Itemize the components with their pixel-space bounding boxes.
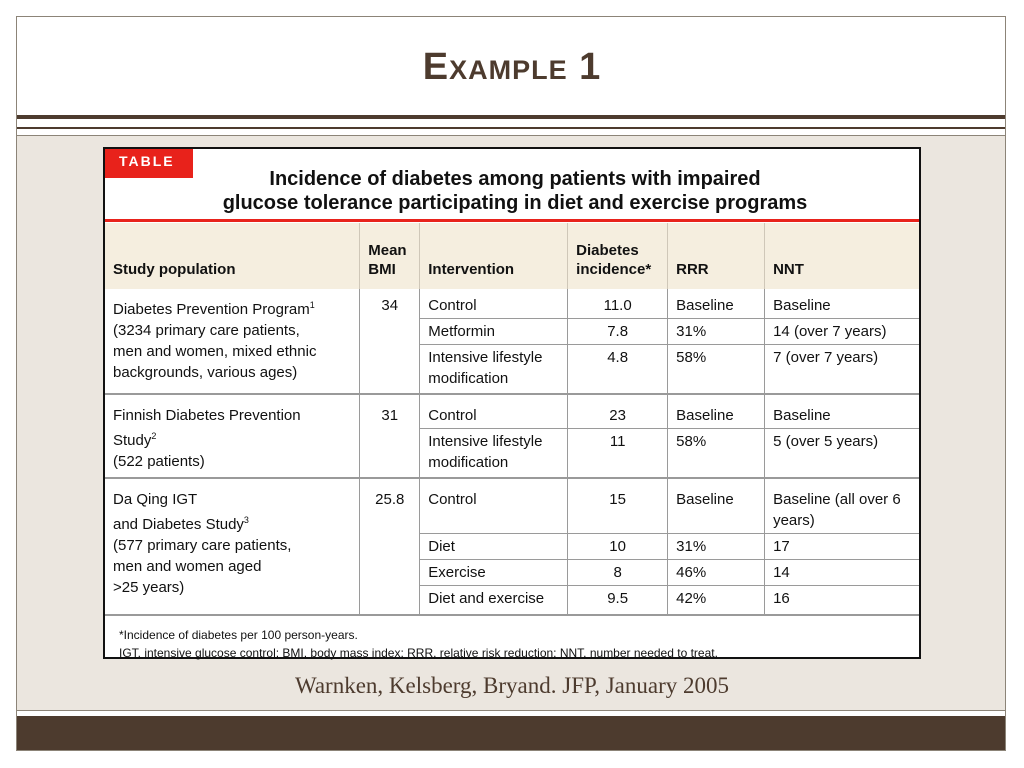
bmi-cell: 34 xyxy=(360,289,420,394)
nnt-cell: Baseline (all over 6 years) xyxy=(765,478,919,534)
nnt-cell: 14 xyxy=(765,560,919,586)
study-detail: (3234 primary care patients, xyxy=(113,322,300,339)
nnt-cell: Baseline xyxy=(765,394,919,429)
citation: Warnken, Kelsberg, Bryand. JFP, January 2005 xyxy=(294,673,730,698)
col-header-intervention: Intervention xyxy=(420,223,568,289)
rrr-cell: Baseline xyxy=(668,394,765,429)
col-header-nnt: NNT xyxy=(765,223,919,289)
study-name-text: Study xyxy=(113,432,152,449)
incidence-cell: 4.8 xyxy=(568,345,668,395)
col-header-incidence-line-1: Diabetes xyxy=(576,242,639,259)
intervention-cell: Diet xyxy=(420,534,568,560)
table-badge: TABLE xyxy=(105,149,193,178)
nnt-cell: 14 (over 7 years) xyxy=(765,319,919,345)
population-cell xyxy=(105,478,360,614)
table-row xyxy=(105,394,919,429)
study-detail: (577 primary care patients, xyxy=(113,537,292,554)
footnote-line-1: *Incidence of diabetes per 100 person-years. xyxy=(119,628,358,642)
study-name xyxy=(113,510,351,535)
study-name-text: Diabetes Prevention Program xyxy=(113,301,310,318)
study-detail: (522 patients) xyxy=(113,453,205,470)
intervention-cell: Intensive lifestyle modification xyxy=(420,429,568,479)
incidence-cell: 11.0 xyxy=(568,289,668,319)
table-figure xyxy=(103,147,921,659)
reference-mark: 3 xyxy=(243,515,249,525)
table-heading-line-1: Incidence of diabetes among patients with impaired xyxy=(269,168,761,190)
incidence-cell: 11 xyxy=(568,429,668,479)
table-row xyxy=(105,289,919,319)
col-header-bmi-line-1: Mean xyxy=(368,242,407,259)
incidence-cell: 10 xyxy=(568,534,668,560)
study-detail: backgrounds, various ages) xyxy=(113,364,298,381)
footnote-line-2: IGT, intensive glucose control; BMI, body mass index; RRR, relative risk reduction; NNT, number needed to treat. xyxy=(119,646,718,660)
intervention-cell: Diet and exercise xyxy=(420,586,568,615)
col-header-population: Study population xyxy=(105,223,360,289)
slide-title: Example 1 xyxy=(422,46,602,88)
incidence-cell: 7.8 xyxy=(568,319,668,345)
population-cell xyxy=(105,289,360,394)
study-name: Da Qing IGT xyxy=(113,491,198,508)
incidence-cell: 8 xyxy=(568,560,668,586)
col-header-bmi-line-2: BMI xyxy=(368,261,396,278)
table-row xyxy=(105,478,919,534)
rrr-cell: Baseline xyxy=(668,289,765,319)
nnt-cell: 16 xyxy=(765,586,919,615)
intervention-cell: Intensive lifestyle modification xyxy=(420,345,568,395)
incidence-cell: 9.5 xyxy=(568,586,668,615)
study-name-text: and Diabetes Study xyxy=(113,516,244,533)
rrr-cell: 58% xyxy=(668,345,765,395)
nnt-cell: Baseline xyxy=(765,289,919,319)
col-header-incidence xyxy=(568,223,668,289)
table-header-row xyxy=(105,223,919,289)
col-header-bmi xyxy=(360,223,420,289)
rrr-cell: 42% xyxy=(668,586,765,615)
table-footnote xyxy=(119,626,909,662)
rrr-cell: 31% xyxy=(668,319,765,345)
study-detail: men and women aged xyxy=(113,558,262,575)
data-table xyxy=(105,223,919,614)
footer-band xyxy=(17,716,1005,750)
table-heading-line-2: glucose tolerance participating in diet and exercise programs xyxy=(222,192,808,214)
table-heading xyxy=(145,167,885,215)
nnt-cell: 17 xyxy=(765,534,919,560)
intervention-cell: Control xyxy=(420,289,568,319)
intervention-cell: Metformin xyxy=(420,319,568,345)
rrr-cell: Baseline xyxy=(668,478,765,534)
study-name xyxy=(113,295,351,320)
rrr-cell: 31% xyxy=(668,534,765,560)
nnt-cell: 7 (over 7 years) xyxy=(765,345,919,395)
heading-divider xyxy=(105,219,919,222)
study-detail: men and women, mixed ethnic xyxy=(113,343,317,360)
population-cell xyxy=(105,394,360,478)
nnt-cell: 5 (over 5 years) xyxy=(765,429,919,479)
study-detail: >25 years) xyxy=(113,579,185,596)
incidence-cell: 23 xyxy=(568,394,668,429)
rrr-cell: 46% xyxy=(668,560,765,586)
incidence-cell: 15 xyxy=(568,478,668,534)
title-rule-gap xyxy=(17,119,1005,127)
intervention-cell: Control xyxy=(420,394,568,429)
study-name: Finnish Diabetes Prevention xyxy=(113,407,301,424)
footnote-divider xyxy=(105,614,919,616)
bmi-cell: 31 xyxy=(360,394,420,478)
title-rule-hairline xyxy=(17,135,1005,136)
col-header-rrr: RRR xyxy=(668,223,765,289)
col-header-incidence-line-2: incidence* xyxy=(576,261,652,278)
intervention-cell: Control xyxy=(420,478,568,534)
reference-mark: 1 xyxy=(309,300,315,310)
study-name xyxy=(113,426,351,451)
reference-mark: 2 xyxy=(151,431,157,441)
rrr-cell: 58% xyxy=(668,429,765,479)
intervention-cell: Exercise xyxy=(420,560,568,586)
bmi-cell: 25.8 xyxy=(360,478,420,614)
